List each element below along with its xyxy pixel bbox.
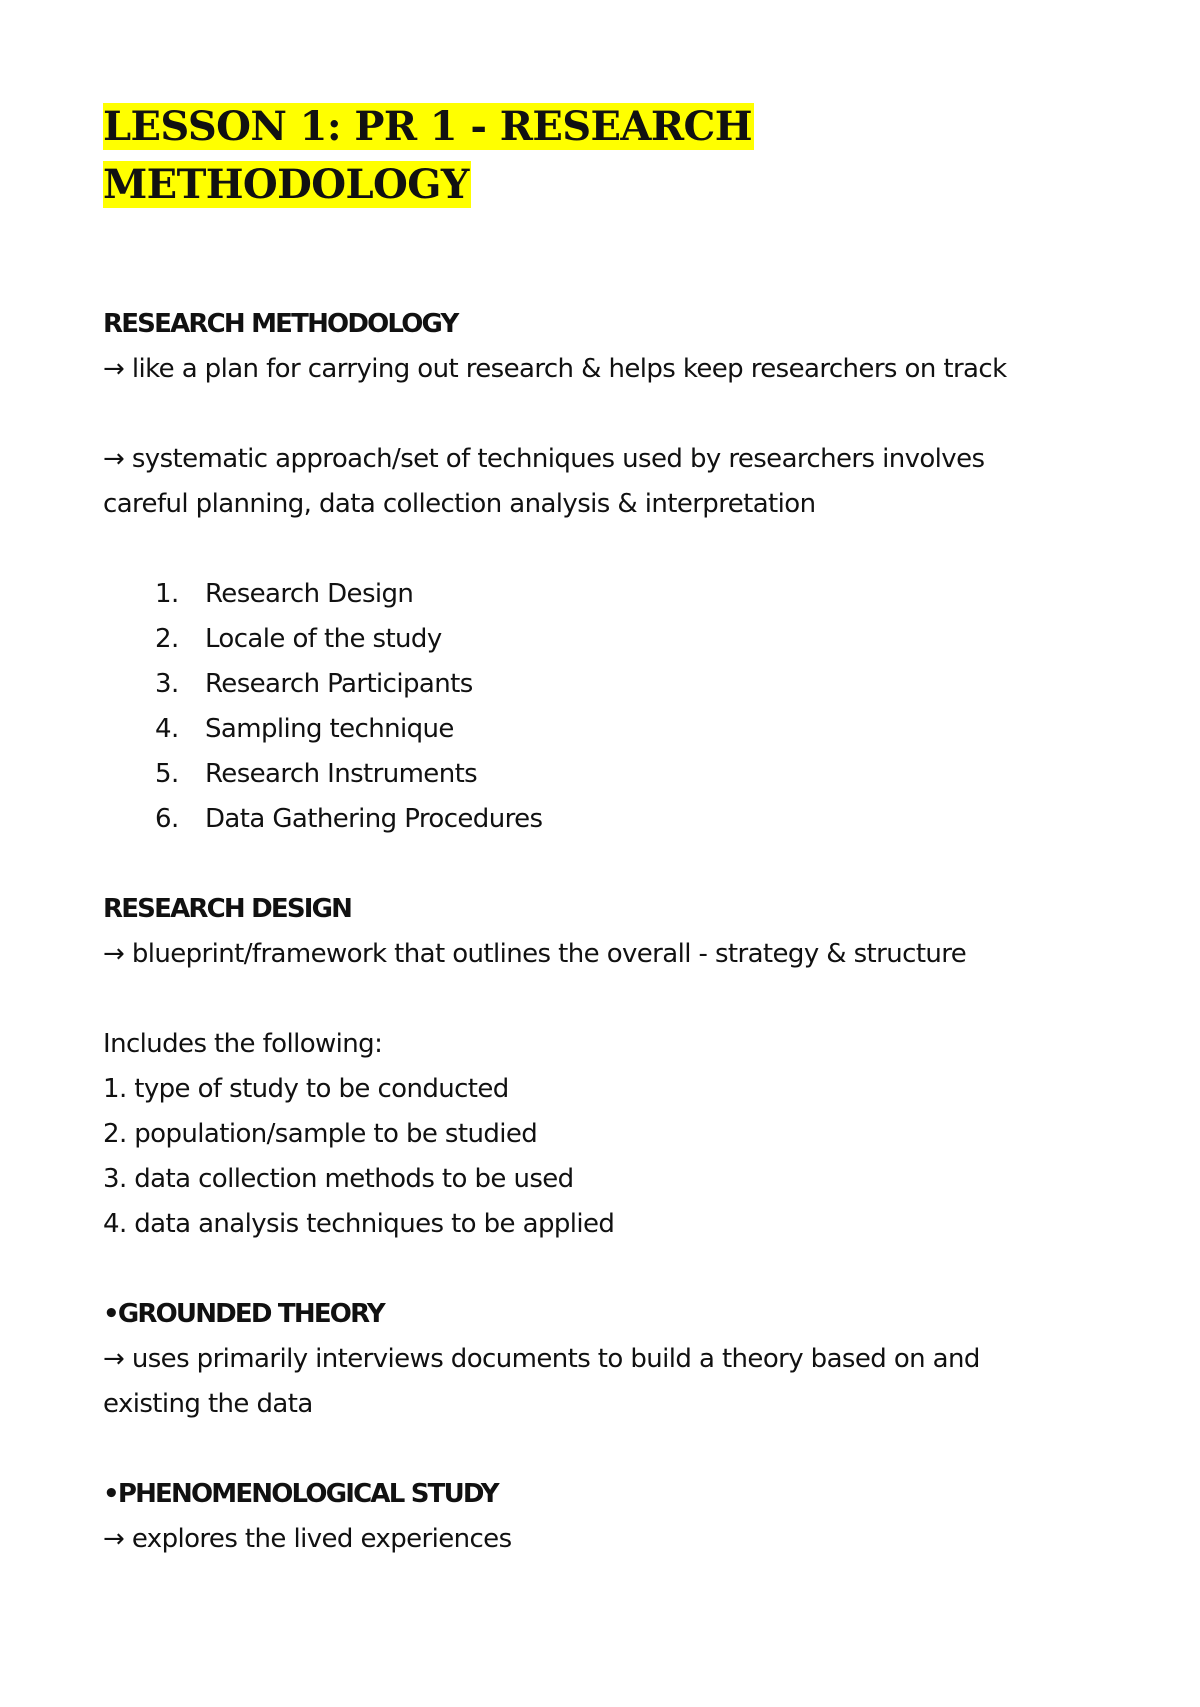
definition-line: → uses primarily interviews documents to build a theory based on and <box>103 1344 980 1374</box>
list-item-text: Locale of the study <box>205 624 442 654</box>
list-item-text: Research Participants <box>205 669 473 699</box>
includes-item: 3. data collection methods to be used <box>103 1164 574 1194</box>
definition-line: → blueprint/framework that outlines the overall - strategy & structure <box>103 939 967 969</box>
includes-item: 4. data analysis techniques to be applied <box>103 1209 615 1239</box>
heading-phenomenological-study: •PHENOMENOLOGICAL STUDY <box>103 1479 498 1509</box>
list-item <box>155 662 1103 707</box>
list-item <box>155 752 1103 797</box>
heading-research-methodology: RESEARCH METHODOLOGY <box>103 309 458 339</box>
includes-item: 2. population/sample to be studied <box>103 1119 538 1149</box>
list-item-number: 3. <box>155 669 179 699</box>
methodology-components-list <box>103 572 1103 842</box>
definition-line: → explores the lived experiences <box>103 1524 512 1554</box>
heading-grounded-theory: •GROUNDED THEORY <box>103 1299 384 1329</box>
definition-line: careful planning, data collection analysis & interpretation <box>103 489 816 519</box>
list-item <box>155 707 1103 752</box>
list-item-number: 4. <box>155 714 179 744</box>
list-item <box>155 572 1103 617</box>
list-item-number: 6. <box>155 804 179 834</box>
list-item <box>155 617 1103 662</box>
definition-line: → like a plan for carrying out research & helps keep researchers on track <box>103 354 1007 384</box>
heading-research-design: RESEARCH DESIGN <box>103 894 352 924</box>
list-item-text: Sampling technique <box>205 714 454 744</box>
list-item-text: Data Gathering Procedures <box>205 804 543 834</box>
list-item-number: 1. <box>155 579 179 609</box>
list-item-text: Research Instruments <box>205 759 478 789</box>
document-page <box>103 98 1103 1562</box>
page-title <box>103 98 1103 214</box>
list-item-number: 2. <box>155 624 179 654</box>
list-item <box>155 797 1103 842</box>
list-item-text: Research Design <box>205 579 414 609</box>
title-line-2: METHODOLOGY <box>103 161 469 208</box>
includes-item: 1. type of study to be conducted <box>103 1074 509 1104</box>
list-item-number: 5. <box>155 759 179 789</box>
title-line-1: LESSON 1: PR 1 - RESEARCH <box>103 103 752 150</box>
includes-label: Includes the following: <box>103 1029 383 1059</box>
definition-line: → systematic approach/set of techniques used by researchers involves <box>103 444 985 474</box>
definition-line: existing the data <box>103 1389 313 1419</box>
